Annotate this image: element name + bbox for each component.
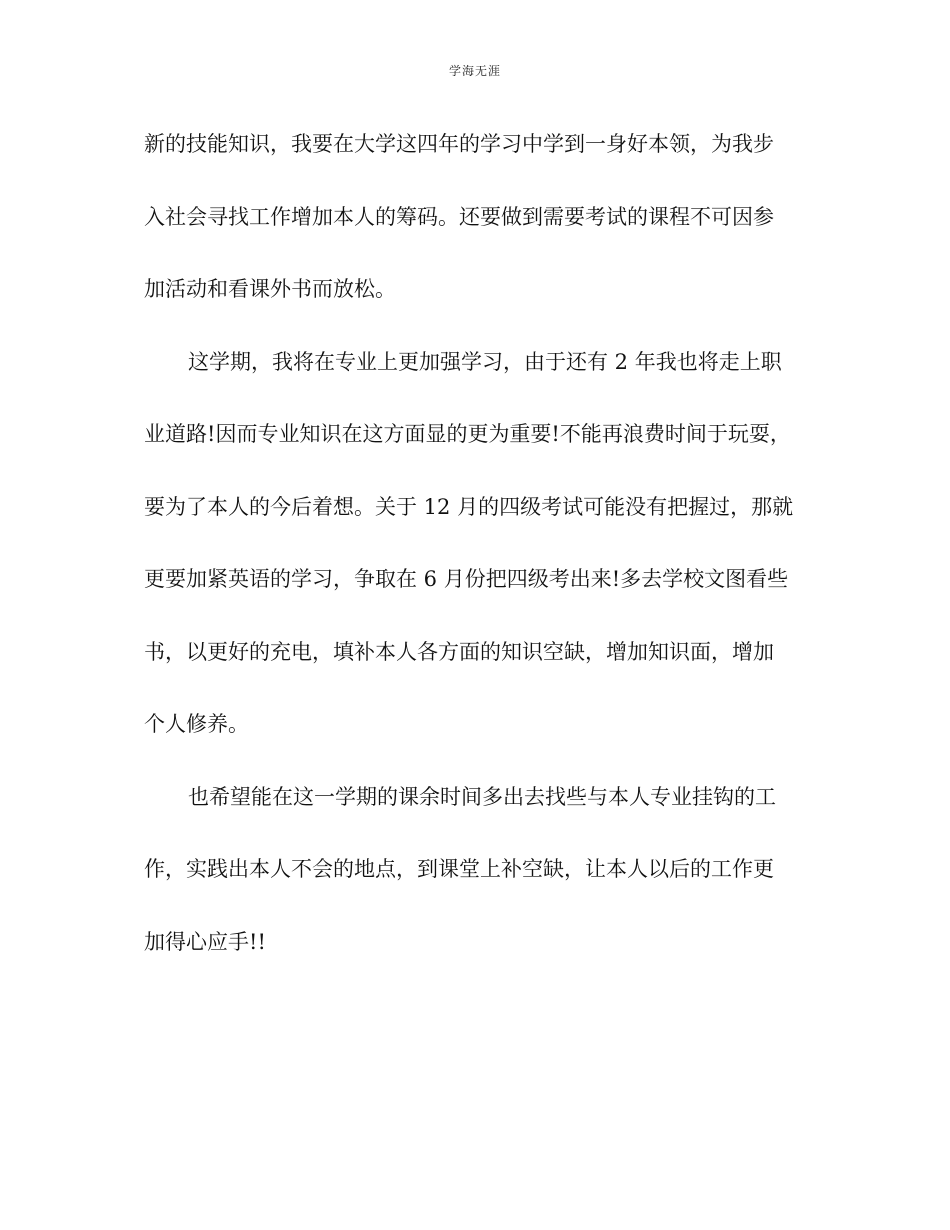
- paragraph-1-line-3: 加活动和看课外书而放松。: [144, 277, 396, 301]
- paragraph-1-line-2: 入社会寻找工作增加本人的筹码。还要做到需要考试的课程不可因参: [144, 204, 774, 229]
- paragraph-2-line-4: 更要加紧英语的学习，争取在 6 月份把四级考出来!多去学校文图看些: [144, 567, 789, 591]
- paragraph-2-line-1: 这学期，我将在专业上更加强学习，由于还有 2 年我也将走上职: [188, 349, 782, 374]
- paragraph-2-line-3: 要为了本人的今后着想。关于 12 月的四级考试可能没有把握过，那就: [144, 494, 794, 519]
- paragraph-2-line-5: 书，以更好的充电，填补本人各方面的知识空缺，增加知识面，增加: [144, 639, 774, 664]
- paragraph-3-line-2: 作，实践出本人不会的地点，到课堂上补空缺，让本人以后的工作更: [144, 857, 774, 881]
- page-header: 学海无涯: [448, 64, 501, 78]
- paragraph-2-line-6: 个人修养。: [144, 712, 249, 736]
- paragraph-3-line-1: 也希望能在这一学期的课余时间多出去找些与本人专业挂钩的工: [188, 784, 776, 809]
- paragraph-2-line-2: 业道路!因而专业知识在这方面显的更为重要!不能再浪费时间于玩耍，: [144, 422, 791, 446]
- paragraph-1-line-1: 新的技能知识，我要在大学这四年的学习中学到一身好本领，为我步: [144, 132, 774, 156]
- document-body: [144, 122, 844, 992]
- paragraph-3-line-3: 加得心应手!!: [144, 929, 266, 954]
